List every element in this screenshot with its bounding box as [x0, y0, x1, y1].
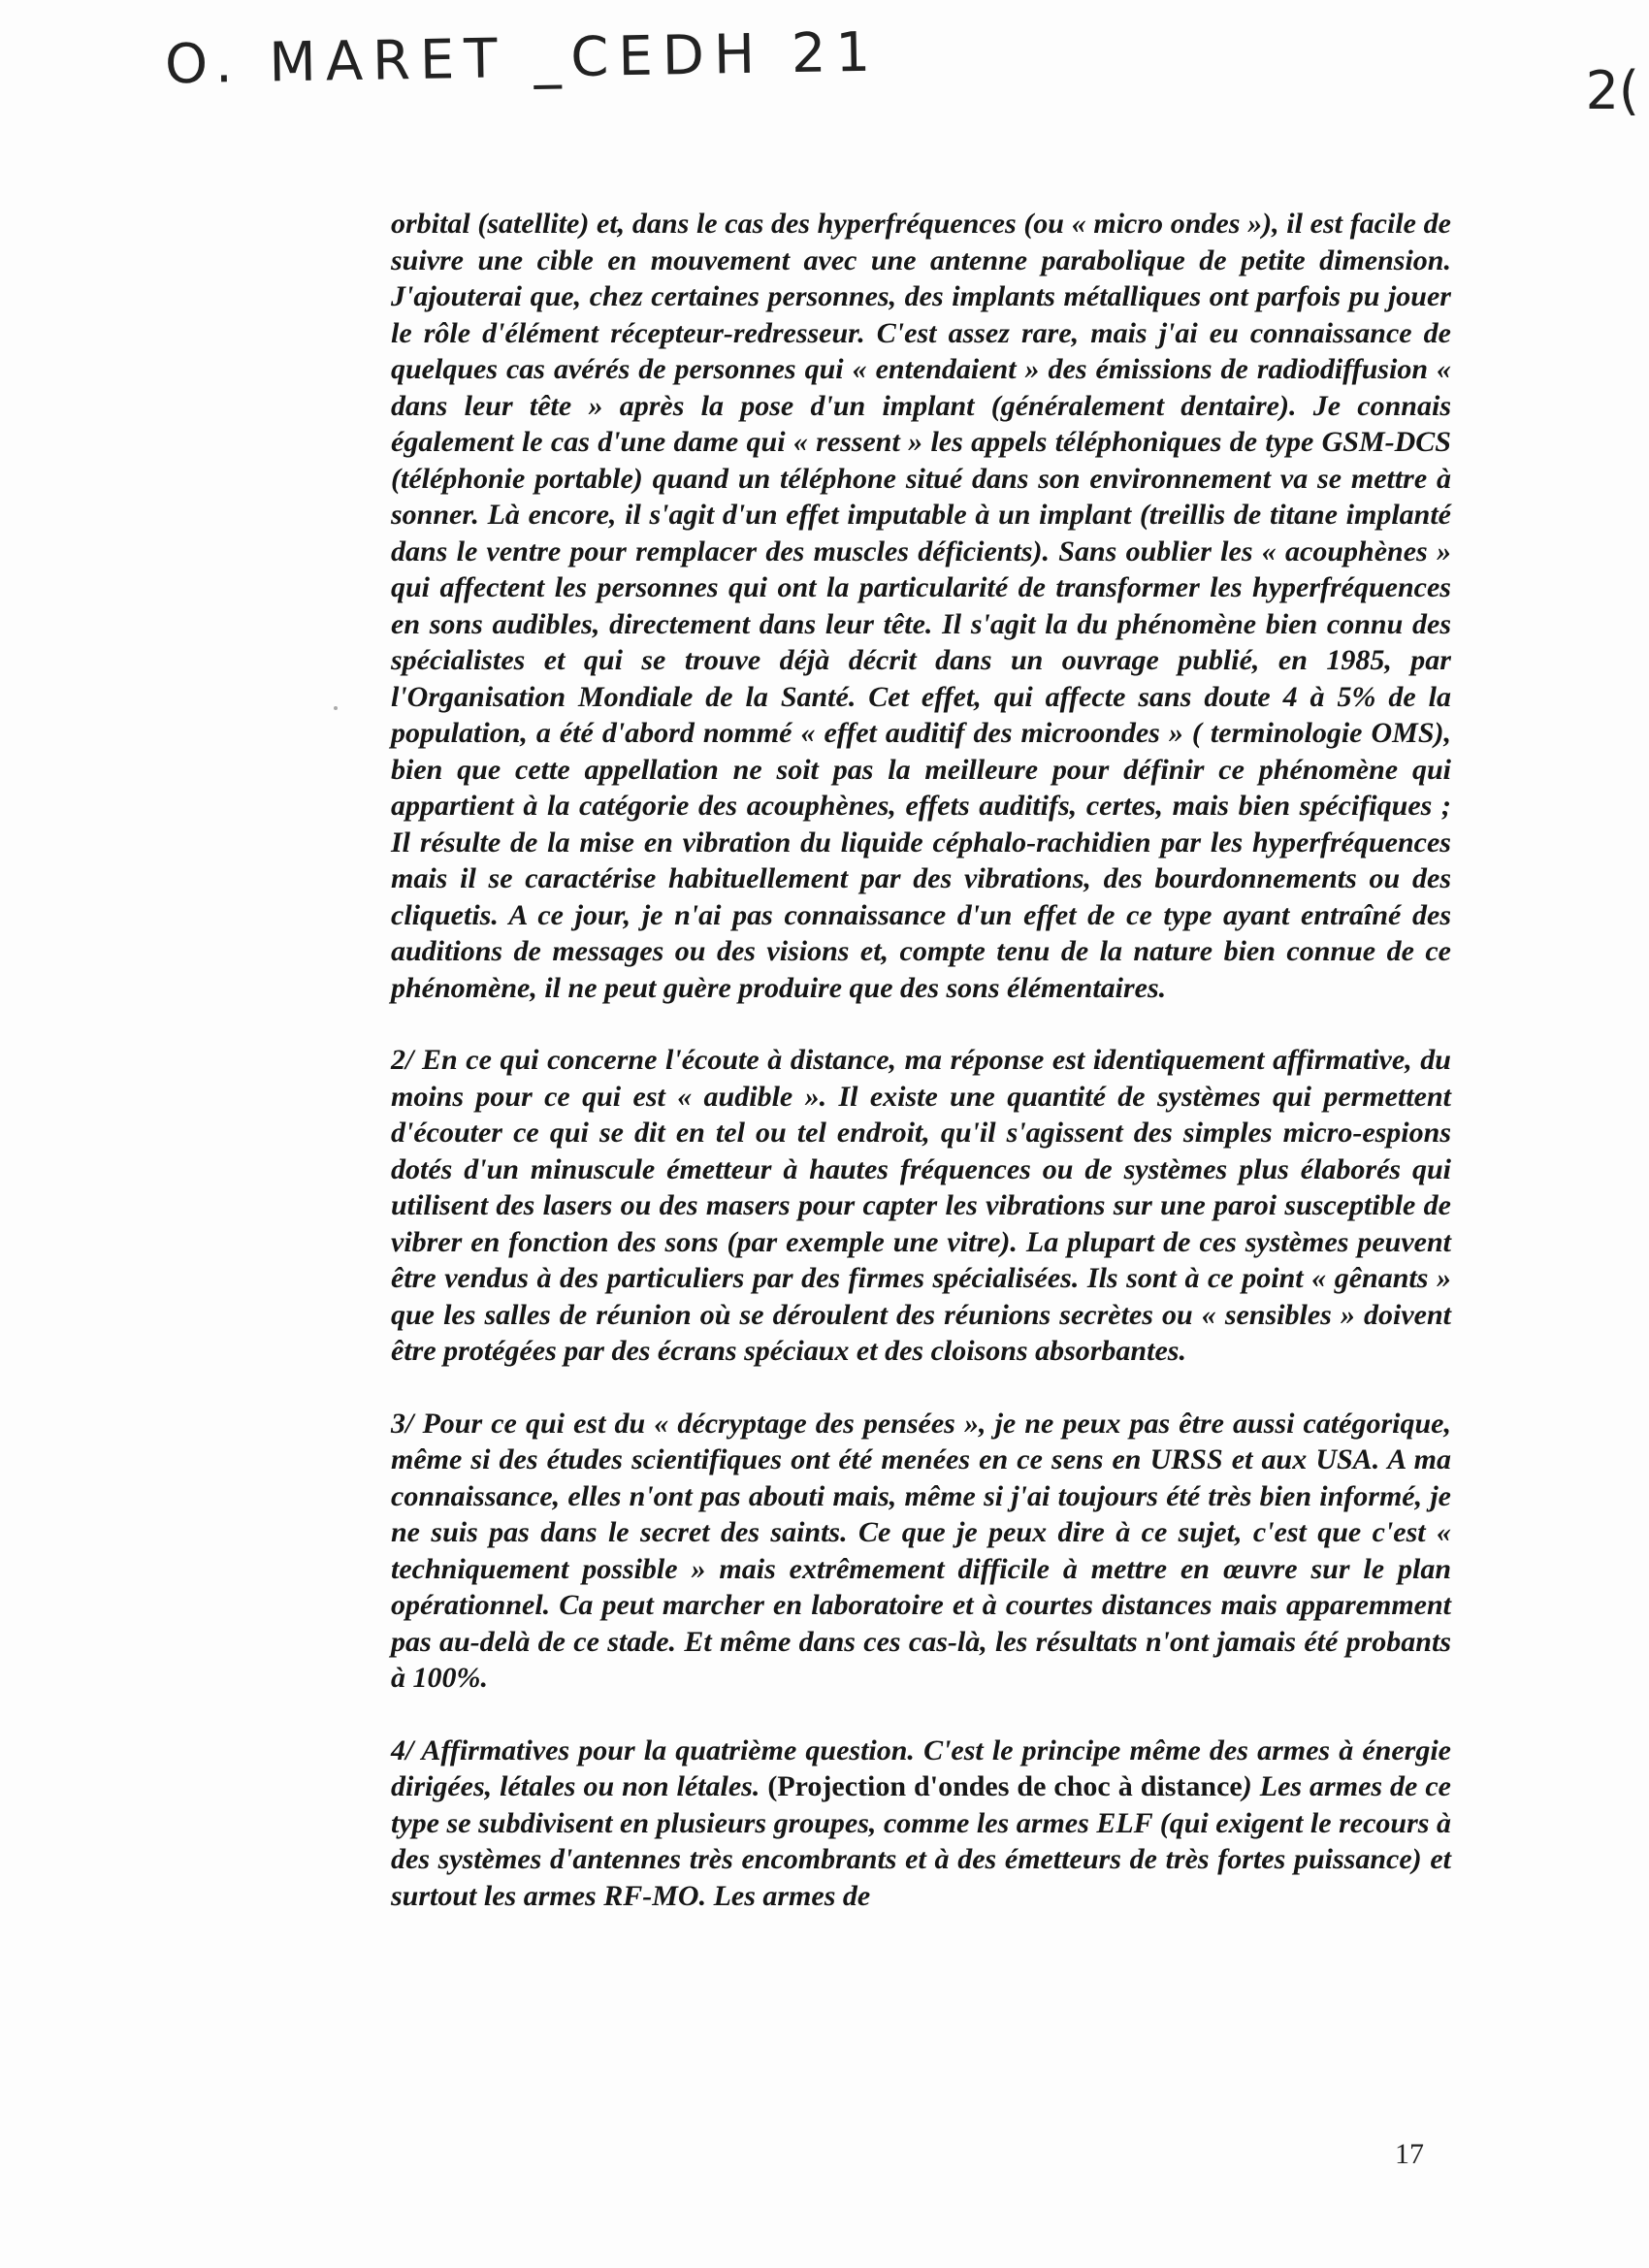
paragraph-2: 2/ En ce qui concerne l'écoute à distance, ma réponse est identiquement affirmative, du moins pour ce qui est « audible ». Il existe une quantité de systèmes qui permettent d'écouter ce qui se dit en tel ou tel endroit, qu'il s'agissent des simples micro-espions dotés d'un minuscule émetteur à hautes fréquences ou de systèmes plus élaborés qui utilisent des lasers ou des masers pour capter les vibrations sur une paroi susceptible de vibrer en fonction des sons (par exemple une vitre). La plupart de ces systèmes peuvent être vendus à des particuliers par des firmes spécialisées. Ils sont à ce point « gênants » que les salles de réunion où se déroulent des réunions secrètes ou « sensibles » doivent être protégées par des écrans spéciaux et des cloisons absorbantes.	[391, 1044, 1451, 1367]
page-number: 17	[1395, 2138, 1424, 2170]
paragraph-1: orbital (satellite) et, dans le cas des hyperfréquences (ou « micro ondes »), il est facile de suivre une cible en mouvement avec une antenne parabolique de petite dimension. J'ajouterai que, chez certaines personnes, des implants métalliques ont parfois pu jouer le rôle d'élément récepteur-redresseur. C'est assez rare, mais j'ai eu connaissance de quelques cas avérés de personnes qui « entendaient » des émissions de radiodiffusion « dans leur tête » après la pose d'un implant (généralement dentaire). Je connais également le cas d'une dame qui « ressent » les appels téléphoniques de type GSM-DCS (téléphonie portable) quand un téléphone situé dans son environnement va se mettre à sonner. Là encore, il s'agit d'un effet imputable à un implant (treillis de titane implanté dans le ventre pour remplacer des muscles déficients). Sans oublier les « acouphènes » qui affectent les personnes qui ont la particularité de transformer les hyperfréquences en sons audibles, directement dans leur tête. Il s'agit la du phénomène bien connu des spécialistes et qui se trouve déjà décrit dans un ouvrage publié, en 1985, par l'Organisation Mondiale de la Santé. Cet effet, qui affecte sans doute 4 à 5% de la population, a été d'abord nommé « effet auditif des microondes » ( terminologie OMS), bien que cette appellation ne soit pas la meilleure pour définir ce phénomène qui appartient à la catégorie des acouphènes, effets auditifs, certes, mais bien spécifiques ; Il résulte de la mise en vibration du liquide céphalo-rachidien par les hyperfréquences mais il se caractérise habituellement par des vibrations, des bourdonnements ou des cliquetis. A ce jour, je n'ai pas connaissance d'un effet de ce type ayant entraîné des auditions de messages ou des visions et, compte tenu de la nature bien connue de ce phénomène, il ne peut guère produire que des sons élémentaires.	[391, 208, 1451, 1004]
scan-speck	[334, 706, 338, 710]
paragraph-4-intro: 4/ Affirmatives pour la quatrième question. C'est le principe même des armes à énergie dirigées, létales ou non létales.	[391, 1733, 1451, 1802]
paragraph-4-continuation: ) Les armes de ce type se subdivisent en plusieurs groupes, comme les armes ELF (qui exigent le recours à des systèmes d'antennes très encombrants et à des émetteurs de très fortes puissance) et surtout les armes RF-MO. Les armes de	[391, 1770, 1451, 1912]
paragraph-4-upright-phrase: (Projection d'ondes de choc à distance	[767, 1770, 1243, 1802]
handwritten-annotation: O. MARET _CEDH 21	[164, 20, 881, 97]
paragraph-3: 3/ Pour ce qui est du « décryptage des pensées », je ne peux pas être aussi catégorique, même si des études scientifiques ont été menées en ce sens en URSS et aux USA. A ma connaissance, elles n'ont pas abouti mais, même si j'ai toujours été très bien informé, je ne suis pas dans le secret des saints. Ce que je peux dire à ce sujet, c'est que c'est « techniquement possible » mais extrêmement difficile à mettre en œuvre sur le plan opérationnel. Ca peut marcher en laboratoire et à courtes distances mais apparemment pas au-delà de ce stade. Et même dans ces cas-là, les résultats n'ont jamais été probants à 100%.	[391, 1407, 1451, 1694]
paragraph-4	[391, 1733, 1451, 1915]
document-body	[391, 206, 1451, 1914]
corner-handwritten-mark: 2(	[1585, 60, 1639, 121]
